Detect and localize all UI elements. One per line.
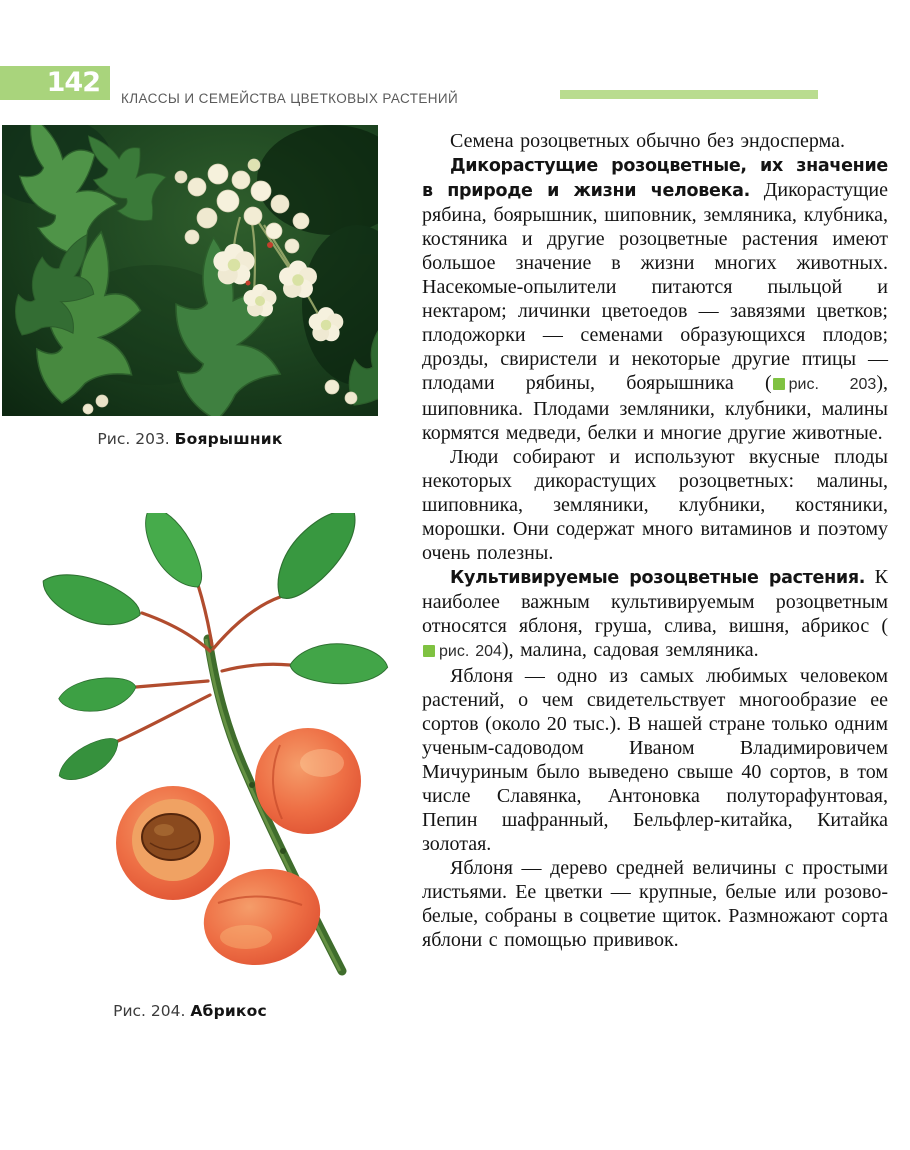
- paragraph-text: Люди собирают и используют вкусные плоды некоторых дикорастущих розоцветных: малины, шиповника, земляники, клубники, костяники, морошки. Они содержат много витаминов и поэтому очень полезны.: [422, 446, 888, 564]
- figure-ref-marker-icon: [773, 378, 785, 390]
- page-number: 142: [46, 67, 100, 98]
- run-in-heading-cultivated: Культивируемые розоцветные растения.: [450, 568, 866, 588]
- run-in-heading-wild: Дикорастущие розоцветные, их значение в природе и жизни человека.: [422, 156, 888, 201]
- figure-ref-label: рис. 203: [788, 376, 877, 393]
- figure-204-caption-prefix: Рис. 204.: [113, 1002, 186, 1020]
- figure-204-caption: [0, 1002, 380, 1020]
- header-green-bar: [560, 90, 818, 99]
- paragraph-text: Семена розоцветных обычно без эндосперма.: [450, 130, 845, 152]
- hawthorn-photo: [2, 125, 378, 416]
- paragraph-cultivated-rosaceae: [422, 565, 888, 664]
- paragraph-text: Дикорастущие рябина, боярышник, шиповник, земляника, клубника, костяника и другие розоцветные растения имеют большое значение в жизни многих животных. Насекомые-опылители питаются пыльцой и нектаром; личинки цветоедов — завязями цветков; плодожорки — семенами образующихся плодов; дрозды, свиристели и некоторые другие птицы — плодами рябины, боярышника (: [422, 179, 888, 394]
- running-head-title: КЛАССЫ И СЕМЕЙСТВА ЦВЕТКОВЫХ РАСТЕНИЙ: [121, 91, 459, 106]
- apricot-cut-fruit: [116, 786, 230, 900]
- apricot-illustration: [40, 513, 390, 985]
- figure-203-caption-name: Боярышник: [174, 430, 283, 448]
- paragraph-text: Яблоня — дерево средней величины с простыми листьями. Ее цветки — крупные, белые или розово-белые, собраны в соцветие щиток. Размножают сорта яблони с помощью прививок.: [422, 857, 888, 951]
- apricot-whole-fruit: [255, 728, 361, 834]
- figure-ref-203: [772, 376, 877, 393]
- paragraph-text: Яблоня — одно из самых любимых человеком растений, о чем свидетельствует многообразие ее сортов (около 20 тыс.). В нашей стране только одним ученым-садоводом Иваном Владимировичем Мичуриным было выведено свыше 40 сортов, в том числе Славянка, Антоновка полуторафунтовая, Пепин шафранный, Бельфлер-китайка, Китайка золотая.: [422, 665, 888, 855]
- paragraph-text: К наиболее важным культивируемым розоцветным относятся яблоня, груша, слива, вишня, абрикос (: [422, 566, 888, 637]
- paragraph-text: ), шиповника. Плодами земляники, клубники, малины кормятся медведи, белки и многие другие животные.: [422, 372, 888, 444]
- paragraph-apple-tree: [422, 856, 888, 952]
- figure-ref-marker-icon: [423, 645, 435, 657]
- paragraph-wild-rosaceae: [422, 153, 888, 445]
- article-column: [422, 129, 888, 952]
- figure-203-caption-prefix: Рис. 203.: [97, 430, 170, 448]
- figure-204-caption-name: Абрикос: [190, 1002, 267, 1020]
- page-number-badge: [0, 66, 110, 100]
- paragraph-text: ), малина, садовая земляника.: [501, 639, 759, 661]
- figure-ref-204: [422, 643, 502, 660]
- paragraph-berries-use: [422, 445, 888, 565]
- paragraph-apple-varieties: [422, 664, 888, 856]
- paragraph-seeds: [422, 129, 888, 153]
- figure-ref-label: рис. 204: [439, 643, 502, 660]
- figure-203-caption: [0, 430, 380, 448]
